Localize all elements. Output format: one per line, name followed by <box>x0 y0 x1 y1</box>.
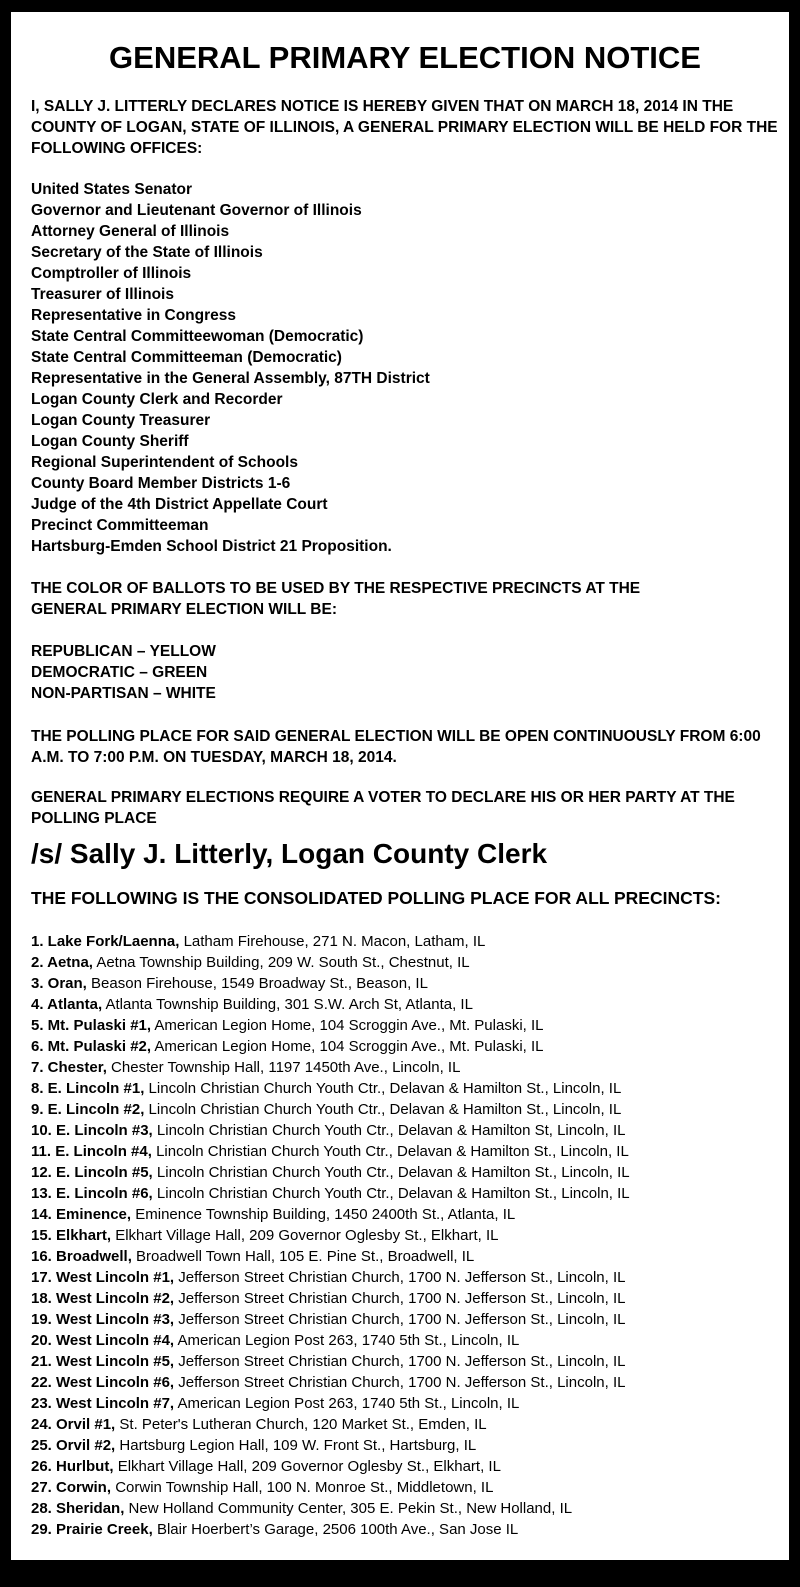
ballot-color-item: REPUBLICAN – YELLOW <box>31 643 216 660</box>
precinct-name: 4. Atlanta, <box>31 996 103 1013</box>
precinct-address: Jefferson Street Christian Church, 1700 N. Jefferson St., Lincoln, IL <box>178 1311 626 1328</box>
list-item <box>31 1204 779 1225</box>
precinct-name: 12. E. Lincoln #5, <box>31 1164 153 1181</box>
ballot-color-item: DEMOCRATIC – GREEN <box>31 664 208 681</box>
party-declaration-paragraph <box>31 787 779 829</box>
list-item <box>31 1057 779 1078</box>
precinct-address: Elkhart Village Hall, 209 Governor Oglesby St., Elkhart, IL <box>117 1458 501 1475</box>
signature-line: /s/ Sally J. Litterly, Logan County Clerk <box>31 838 548 869</box>
office-item: Regional Superintendent of Schools <box>31 454 298 471</box>
precinct-name: 5. Mt. Pulaski #1, <box>31 1017 152 1034</box>
list-item <box>31 1393 779 1414</box>
list-item <box>31 1351 779 1372</box>
precinct-address: Jefferson Street Christian Church, 1700 N. Jefferson St., Lincoln, IL <box>178 1374 626 1391</box>
office-item: Logan County Clerk and Recorder <box>31 391 283 408</box>
precinct-name: 20. West Lincoln #4, <box>31 1332 175 1349</box>
intro-line: COUNTY OF LOGAN, STATE OF ILLINOIS, A GENERAL PRIMARY ELECTION WILL BE HELD FOR THE <box>31 119 778 136</box>
list-item <box>31 973 779 994</box>
precinct-address: Beason Firehouse, 1549 Broadway St., Beason, IL <box>91 975 428 992</box>
precinct-name: 10. E. Lincoln #3, <box>31 1122 153 1139</box>
list-item <box>31 1372 779 1393</box>
office-item: Secretary of the State of Illinois <box>31 244 263 261</box>
ballot-color-heading-line: GENERAL PRIMARY ELECTION WILL BE: <box>31 601 337 618</box>
intro-line: FOLLOWING OFFICES: <box>31 140 203 157</box>
office-item: State Central Committeeman (Democratic) <box>31 349 342 366</box>
ballot-color-heading-line: THE COLOR OF BALLOTS TO BE USED BY THE RESPECTIVE PRECINCTS AT THE <box>31 580 641 597</box>
office-item: United States Senator <box>31 181 193 198</box>
precinct-name: 29. Prairie Creek, <box>31 1521 153 1538</box>
list-item <box>31 1120 779 1141</box>
office-item: Attorney General of Illinois <box>31 223 230 240</box>
list-item <box>31 1246 779 1267</box>
precinct-name: 27. Corwin, <box>31 1479 112 1496</box>
ballot-color-list <box>31 641 779 704</box>
precinct-address: New Holland Community Center, 305 E. Pekin St., New Holland, IL <box>128 1500 573 1517</box>
office-item: Governor and Lieutenant Governor of Illinois <box>31 202 362 219</box>
ballot-color-heading <box>31 578 779 620</box>
party-declaration-line: POLLING PLACE <box>31 810 157 827</box>
precinct-name: 24. Orvil #1, <box>31 1416 116 1433</box>
office-item: Logan County Treasurer <box>31 412 211 429</box>
list-item <box>31 1435 779 1456</box>
list-item <box>31 1015 779 1036</box>
list-item <box>31 1477 779 1498</box>
office-item: Representative in Congress <box>31 307 237 324</box>
precinct-name: 1. Lake Fork/Laenna, <box>31 933 180 950</box>
intro-line: I, SALLY J. LITTERLY DECLARES NOTICE IS HEREBY GIVEN THAT ON MARCH 18, 2014 IN THE <box>31 98 734 115</box>
precinct-address: St. Peter's Lutheran Church, 120 Market St., Emden, IL <box>119 1416 487 1433</box>
precinct-address: Eminence Township Building, 1450 2400th St., Atlanta, IL <box>135 1206 516 1223</box>
precinct-address: Lincoln Christian Church Youth Ctr., Delavan & Hamilton St., Lincoln, IL <box>156 1143 629 1160</box>
office-item: Hartsburg-Emden School District 21 Proposition. <box>31 538 392 555</box>
list-item <box>31 1036 779 1057</box>
precinct-address: American Legion Post 263, 1740 5th St., Lincoln, IL <box>177 1395 520 1412</box>
precinct-name: 2. Aetna, <box>31 954 93 971</box>
list-item <box>31 1099 779 1120</box>
office-item: County Board Member Districts 1-6 <box>31 475 291 492</box>
office-item: Judge of the 4th District Appellate Court <box>31 496 328 513</box>
precinct-name: 25. Orvil #2, <box>31 1437 116 1454</box>
precinct-address: Lincoln Christian Church Youth Ctr., Delavan & Hamilton St., Lincoln, IL <box>156 1185 630 1202</box>
precinct-list <box>31 931 779 1540</box>
precinct-name: 13. E. Lincoln #6, <box>31 1185 153 1202</box>
precinct-name: 26. Hurlbut, <box>31 1458 114 1475</box>
precinct-name: 8. E. Lincoln #1, <box>31 1080 145 1097</box>
office-item: Precinct Committeeman <box>31 517 209 534</box>
precinct-address: Atlanta Township Building, 301 S.W. Arch St, Atlanta, IL <box>105 996 473 1013</box>
precinct-address: Jefferson Street Christian Church, 1700 N. Jefferson St., Lincoln, IL <box>178 1353 626 1370</box>
precinct-address: Latham Firehouse, 271 N. Macon, Latham, IL <box>183 933 486 950</box>
precinct-name: 15. Elkhart, <box>31 1227 112 1244</box>
polling-hours-line: A.M. TO 7:00 P.M. ON TUESDAY, MARCH 18, 2014. <box>31 749 397 766</box>
list-item <box>31 994 779 1015</box>
list-item <box>31 1498 779 1519</box>
list-item <box>31 1078 779 1099</box>
list-item <box>31 952 779 973</box>
list-item <box>31 1309 779 1330</box>
precinct-address: Aetna Township Building, 209 W. South St., Chestnut, IL <box>96 954 470 971</box>
precinct-address: Jefferson Street Christian Church, 1700 N. Jefferson St., Lincoln, IL <box>178 1290 626 1307</box>
precinct-address: Blair Hoerbert’s Garage, 2506 100th Ave., San Jose IL <box>156 1521 519 1538</box>
precinct-address: Chester Township Hall, 1197 1450th Ave., Lincoln, IL <box>111 1059 461 1076</box>
precinct-name: 9. E. Lincoln #2, <box>31 1101 145 1118</box>
precinct-address: American Legion Home, 104 Scroggin Ave., Mt. Pulaski, IL <box>154 1038 544 1055</box>
office-item: State Central Committeewoman (Democratic) <box>31 328 364 345</box>
office-list <box>31 179 779 557</box>
precinct-name: 18. West Lincoln #2, <box>31 1290 175 1307</box>
precinct-name: 23. West Lincoln #7, <box>31 1395 175 1412</box>
precinct-name: 19. West Lincoln #3, <box>31 1311 175 1328</box>
precinct-name: 22. West Lincoln #6, <box>31 1374 175 1391</box>
list-item <box>31 1225 779 1246</box>
list-item <box>31 1288 779 1309</box>
precinct-address: Lincoln Christian Church Youth Ctr., Delavan & Hamilton St, Lincoln, IL <box>156 1122 626 1139</box>
precinct-address: Broadwell Town Hall, 105 E. Pine St., Broadwell, IL <box>136 1248 475 1265</box>
ballot-color-item: NON-PARTISAN – WHITE <box>31 685 216 702</box>
list-item <box>31 1414 779 1435</box>
precinct-address: American Legion Home, 104 Scroggin Ave., Mt. Pulaski, IL <box>154 1017 544 1034</box>
precincts-heading: THE FOLLOWING IS THE CONSOLIDATED POLLING PLACE FOR ALL PRECINCTS: <box>31 888 721 908</box>
office-item: Representative in the General Assembly, 87TH District <box>31 370 430 387</box>
precinct-name: 14. Eminence, <box>31 1206 132 1223</box>
office-item: Comptroller of Illinois <box>31 265 192 282</box>
polling-hours-line: THE POLLING PLACE FOR SAID GENERAL ELECTION WILL BE OPEN CONTINUOUSLY FROM 6:00 <box>31 728 761 745</box>
list-item <box>31 1519 779 1540</box>
precinct-name: 7. Chester, <box>31 1059 107 1076</box>
page-title: GENERAL PRIMARY ELECTION NOTICE <box>109 40 701 75</box>
precinct-name: 11. E. Lincoln #4, <box>31 1143 152 1160</box>
office-item: Logan County Sheriff <box>31 433 189 450</box>
party-declaration-line: GENERAL PRIMARY ELECTIONS REQUIRE A VOTER TO DECLARE HIS OR HER PARTY AT THE <box>31 789 735 806</box>
precinct-address: Corwin Township Hall, 100 N. Monroe St., Middletown, IL <box>115 1479 494 1496</box>
precinct-address: Elkhart Village Hall, 209 Governor Oglesby St., Elkhart, IL <box>115 1227 499 1244</box>
precinct-address: Lincoln Christian Church Youth Ctr., Delavan & Hamilton St., Lincoln, IL <box>148 1080 622 1097</box>
precinct-name: 28. Sheridan, <box>31 1500 125 1517</box>
list-item <box>31 1456 779 1477</box>
precinct-name: 17. West Lincoln #1, <box>31 1269 175 1286</box>
polling-hours-paragraph <box>31 726 779 768</box>
intro-paragraph <box>31 96 779 159</box>
precinct-address: Lincoln Christian Church Youth Ctr., Delavan & Hamilton St., Lincoln, IL <box>148 1101 622 1118</box>
precinct-name: 16. Broadwell, <box>31 1248 132 1265</box>
precinct-name: 3. Oran, <box>31 975 87 992</box>
list-item <box>31 1330 779 1351</box>
list-item <box>31 1162 779 1183</box>
list-item <box>31 931 779 952</box>
precinct-name: 6. Mt. Pulaski #2, <box>31 1038 152 1055</box>
precinct-name: 21. West Lincoln #5, <box>31 1353 175 1370</box>
office-item: Treasurer of Illinois <box>31 286 174 303</box>
notice-page <box>11 12 789 1560</box>
list-item <box>31 1267 779 1288</box>
precinct-address: American Legion Post 263, 1740 5th St., Lincoln, IL <box>177 1332 520 1349</box>
precinct-address: Lincoln Christian Church Youth Ctr., Delavan & Hamilton St., Lincoln, IL <box>156 1164 630 1181</box>
precinct-address: Hartsburg Legion Hall, 109 W. Front St., Hartsburg, IL <box>119 1437 477 1454</box>
list-item <box>31 1183 779 1204</box>
list-item <box>31 1141 779 1162</box>
precinct-address: Jefferson Street Christian Church, 1700 N. Jefferson St., Lincoln, IL <box>178 1269 626 1286</box>
